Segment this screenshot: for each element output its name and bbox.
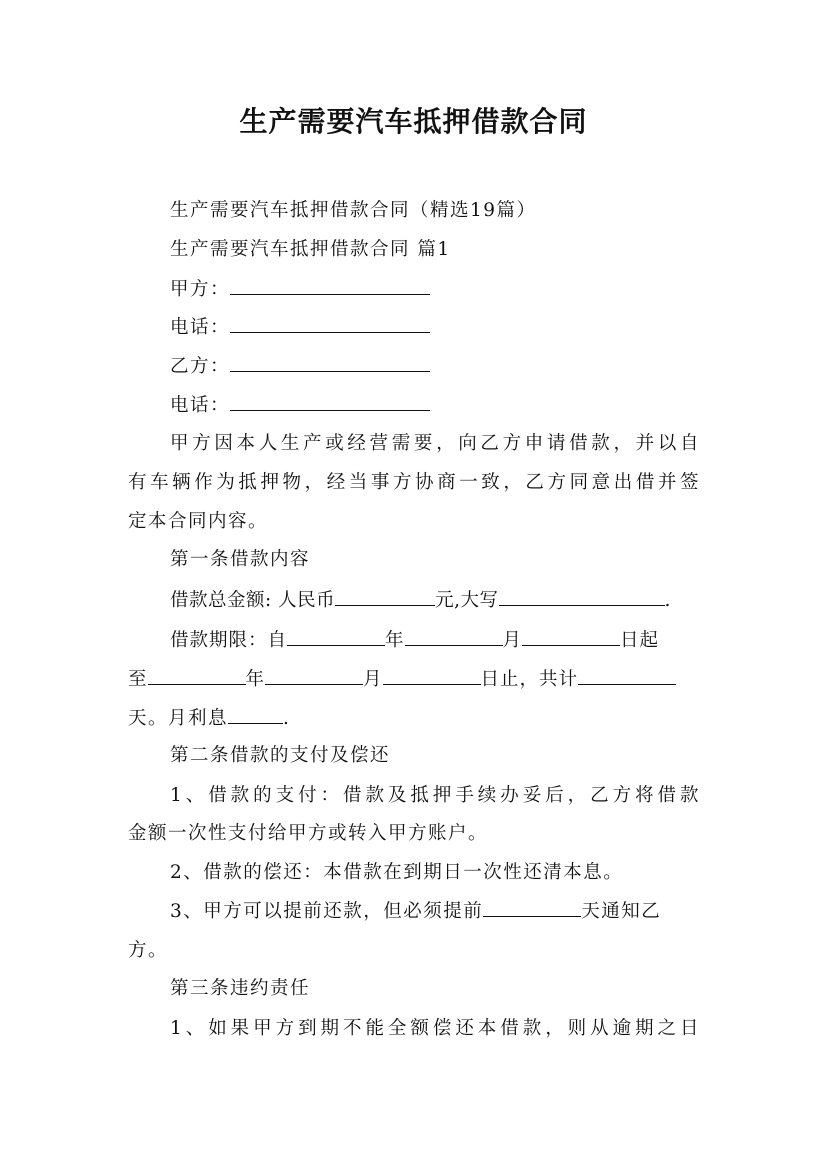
article-2-item-3-prefix: 3、甲方可以提前还款，但必须提前 [170,901,484,922]
interest-line [128,705,700,733]
start-year-label: 年 [385,630,405,651]
notice-days-blank [483,898,581,917]
party-a-line [170,276,700,304]
party-a-blank [230,276,430,295]
start-day-label: 日起 [620,630,660,651]
loan-term-line-2 [128,666,700,694]
interest-period: . [283,708,291,729]
loan-term-line [170,627,700,655]
party-b-phone-label: 电话： [170,395,231,416]
loan-amount-line [170,587,700,615]
party-b-blank [230,353,430,372]
start-year-blank [287,627,385,646]
end-day-blank [383,666,481,685]
article-3-item-1-line-1: 1、如果甲方到期不能全额偿还本借款，则从逾期之日 [170,1018,700,1039]
start-month-blank [405,627,503,646]
document-title: 生产需要汽车抵押借款合同 [239,105,588,138]
subtitle: 生产需要汽车抵押借款合同（精选19篇） [170,200,537,221]
intro-line-1: 甲方因本人生产或经营需要，向乙方申请借款，并以自 [170,433,700,454]
article-2-item-1-line-1: 1、借款的支付：借款及抵押手续办妥后，乙方将借款 [170,785,700,806]
loan-amount-capital-blank [499,587,665,606]
article-2-item-3-suffix: 天通知乙 [581,901,662,922]
party-a-phone-blank [230,314,430,333]
party-b-phone-blank [230,392,430,411]
term-to-label: 至 [128,669,148,690]
party-b-line [170,353,700,381]
start-month-label: 月 [502,630,523,651]
loan-amount-mid: 元,大写 [435,590,499,611]
article-2-item-3 [170,898,700,926]
monthly-interest-label: 月利息 [168,708,229,729]
article-2-item-3-line-2: 方。 [128,940,169,961]
party-a-phone-line [170,314,700,342]
article-3-heading: 第三条违约责任 [170,978,311,999]
party-a-phone-label: 电话： [170,317,231,338]
intro-line-2: 有车辆作为抵押物，经当事方协商一致，乙方同意出借并签 [128,472,700,493]
end-year-label: 年 [245,669,266,690]
monthly-interest-blank [228,705,283,724]
loan-amount-end: . [664,590,671,611]
article-1-heading: 第一条借款内容 [170,549,311,570]
total-days-blank [578,666,676,685]
intro-line-3: 定本合同内容。 [128,511,269,532]
loan-amount-blank [335,587,435,606]
days-label: 天。 [128,708,169,729]
article-2-item-1-line-2: 金额一次性支付给甲方或转入甲方账户。 [128,823,489,844]
party-b-label: 乙方： [170,356,231,377]
end-day-label: 日止，共计 [480,669,579,690]
end-month-blank [265,666,363,685]
party-a-label: 甲方： [170,279,231,300]
start-day-blank [522,627,620,646]
loan-amount-prefix: 借款总金额: 人民币 [170,590,336,611]
section-heading: 生产需要汽车抵押借款合同 篇1 [170,239,451,260]
article-2-item-2: 2、借款的偿还：本借款在到期日一次性还清本息。 [170,862,624,883]
end-month-label: 月 [363,669,383,690]
end-year-blank [148,666,246,685]
loan-term-prefix: 借款期限：自 [170,630,288,651]
party-b-phone-line [170,392,700,420]
article-2-heading: 第二条借款的支付及偿还 [170,745,391,766]
